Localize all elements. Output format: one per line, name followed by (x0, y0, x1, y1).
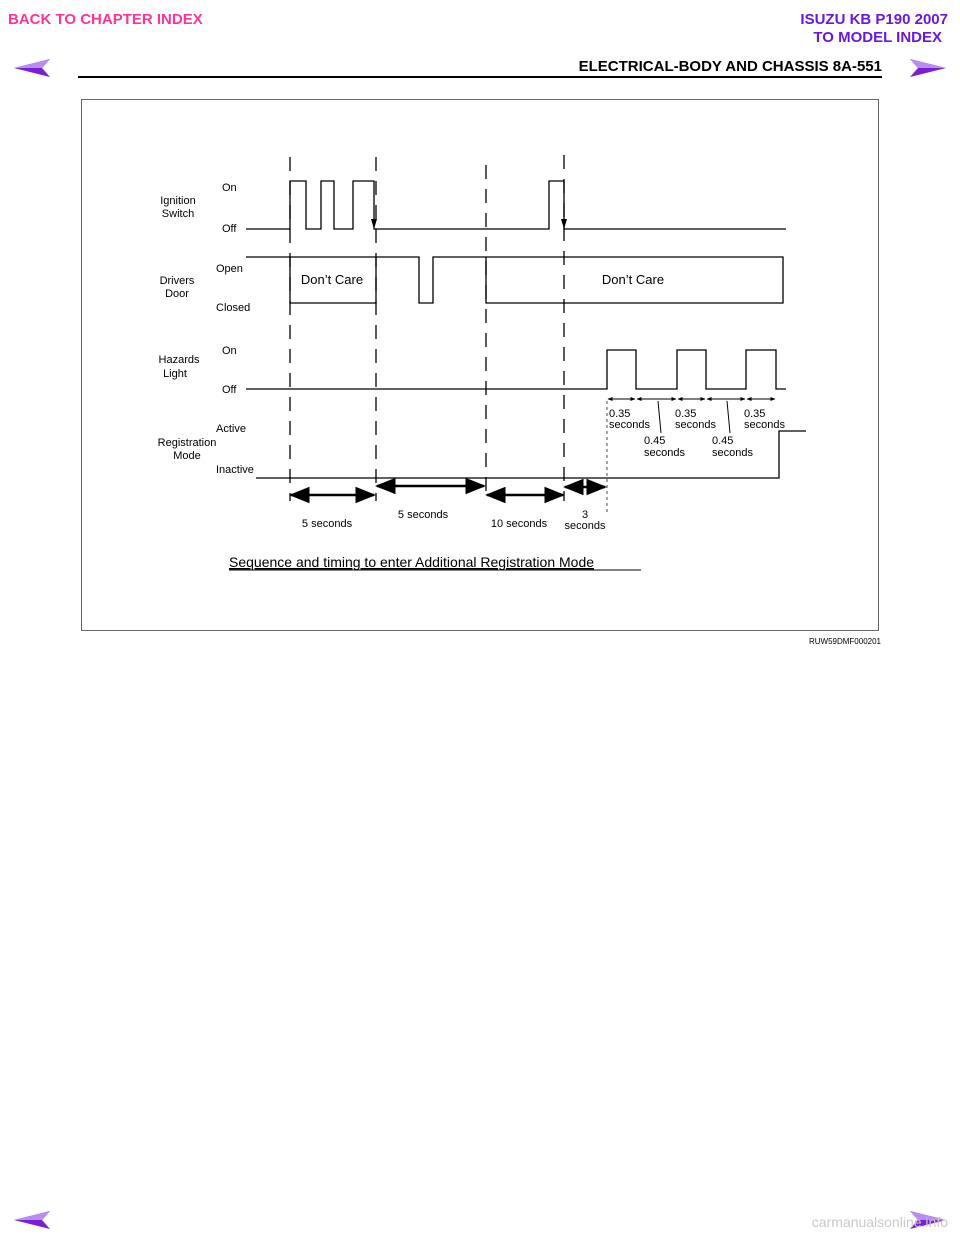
diagram-caption: Sequence and timing to enter Additional Registration Mode (229, 554, 595, 570)
ignition-waveform (246, 181, 786, 229)
door-low-label: Closed (216, 302, 251, 314)
model-title-link[interactable]: ISUZU KB P190 2007 (800, 11, 948, 28)
door-signal-name-2: Door (165, 288, 189, 300)
ignition-off-arrow-2 (561, 219, 567, 229)
header-rule (78, 76, 882, 78)
off-time-leader-2 (727, 401, 730, 433)
on-time-unit-1: seconds (609, 419, 650, 431)
door-high-label: Open (216, 263, 243, 275)
off-time-value-2: 0.45 (712, 435, 734, 447)
on-time-value-3: 0.35 (744, 408, 766, 420)
registration-low-label: Inactive (216, 464, 254, 476)
hazards-high-label: On (222, 345, 237, 357)
prev-page-arrow-bottom-icon[interactable] (12, 1208, 52, 1232)
prev-page-arrow-icon[interactable] (12, 56, 52, 80)
interval-label-4: 3 (581, 509, 589, 521)
interval-label-1: 5 seconds (301, 518, 353, 530)
off-time-leader-1 (658, 401, 661, 433)
page-header-title: ELECTRICAL-BODY AND CHASSIS 8A-551 (578, 58, 882, 75)
registration-high-label: Active (216, 423, 246, 435)
hazards-signal-name: Hazards (158, 354, 200, 366)
off-time-unit-1: seconds (644, 447, 685, 459)
hazards-low-label: Off (222, 384, 237, 396)
registration-signal-name-2: Mode (173, 450, 201, 462)
figure-code: RUW59DMF000201 (808, 637, 881, 646)
dont-care-label-1: Don’t Care (300, 272, 364, 287)
back-to-chapter-index-link[interactable]: BACK TO CHAPTER INDEX (8, 11, 203, 28)
door-signal-name: Drivers (159, 275, 195, 287)
interval-label-2: 5 seconds (397, 509, 449, 521)
on-time-unit-3: seconds (744, 419, 785, 431)
ignition-off-arrow-1 (371, 219, 377, 229)
off-time-unit-2: seconds (712, 447, 753, 459)
interval-label-3: 10 seconds (490, 518, 548, 530)
hazards-waveform (246, 350, 786, 389)
on-time-value-2: 0.35 (675, 408, 697, 420)
next-page-arrow-icon[interactable] (908, 56, 948, 80)
watermark-text: carmanualsonline.info (811, 1214, 948, 1230)
to-model-index-link[interactable]: TO MODEL INDEX (813, 29, 942, 46)
ignition-signal-name-2: Switch (161, 208, 195, 220)
on-time-value-1: 0.35 (609, 408, 631, 420)
interval-label-4-unit: seconds (564, 520, 606, 532)
on-time-unit-2: seconds (675, 419, 716, 431)
timing-diagram-figure (81, 99, 879, 631)
ignition-high-label: On (222, 182, 237, 194)
timing-diagram (82, 100, 880, 632)
hazards-signal-name-2: Light (163, 368, 187, 380)
dont-care-label-2: Don’t Care (601, 272, 665, 287)
ignition-low-label: Off (222, 223, 237, 235)
off-time-value-1: 0.45 (644, 435, 666, 447)
ignition-signal-name: Ignition (160, 195, 196, 207)
registration-signal-name: Registration (157, 437, 217, 449)
